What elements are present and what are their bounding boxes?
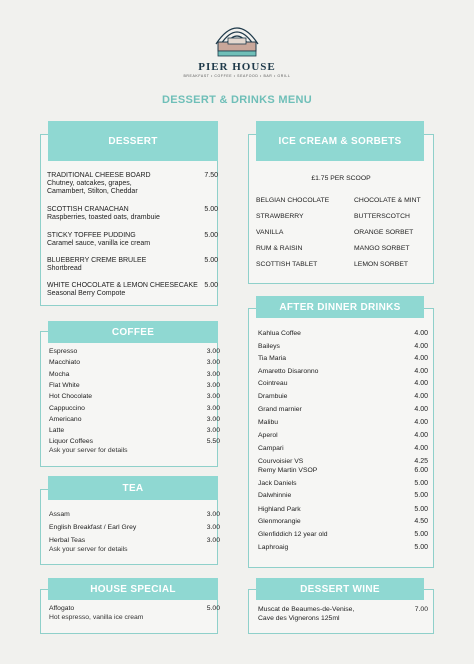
after-dinner-item-name: Glenfiddich 12 year old: [258, 531, 328, 538]
dessert-item-name: SCOTTISH CRANACHAN: [47, 206, 129, 213]
after-dinner-item-price: 6.00: [414, 467, 428, 474]
tea-item-price: 3.00: [206, 511, 220, 518]
coffee-item-price: 3.00: [206, 415, 220, 423]
coffee-item-name: Hot Chocolate: [49, 393, 93, 401]
after-dinner-item-name: Campari: [258, 445, 284, 452]
dessert-item-name: BLUEBERRY CREME BRULEE: [47, 257, 147, 264]
coffee-item-price: 3.00: [206, 381, 220, 389]
after-dinner-item-price: 5.00: [414, 531, 428, 538]
coffee-item-price: 3.00: [206, 359, 220, 367]
dessert-item-name: STICKY TOFFEE PUDDING: [47, 232, 136, 239]
after-dinner-item-name: Cointreau: [258, 380, 288, 387]
dessert-item-desc: Shortbread: [47, 265, 82, 272]
coffee-item-price: 5.50: [206, 438, 220, 446]
coffee-item-desc: Ask your server for details: [49, 447, 128, 455]
dessert-heading: DESSERT: [48, 121, 218, 161]
coffee-item-name: Mocha: [49, 370, 70, 378]
ice-cream-price-note: £1.75 PER SCOOP: [311, 175, 371, 182]
after-dinner-item-name: Malibu: [258, 419, 279, 426]
after-dinner-item-name: Highland Park: [258, 506, 301, 513]
coffee-item-name: Liquor Coffees: [49, 438, 94, 446]
dessert_wine-item-price: 7.00: [414, 606, 428, 613]
page-title: DESSERT & DRINKS MENU: [162, 94, 312, 106]
ice-cream-flavour: SCOTTISH TABLET: [256, 261, 318, 268]
after-dinner-item-price: 4.00: [414, 445, 428, 452]
coffee-item-price: 3.00: [206, 348, 220, 355]
after-dinner-item-name: Kahlua Coffee: [258, 330, 301, 337]
after-dinner-item-price: 4.00: [414, 432, 428, 439]
tea-item-price: 3.00: [206, 537, 220, 544]
coffee-item-price: 3.00: [206, 404, 220, 412]
tea-item-name: Herbal Teas: [49, 537, 86, 544]
after-dinner-item-price: 4.00: [414, 330, 428, 337]
coffee-heading: COFFEE: [48, 321, 218, 343]
ice-cream-flavour: RUM & RAISIN: [256, 245, 303, 252]
after-dinner-item-price: 4.00: [414, 419, 428, 426]
after-dinner-item-price: 4.00: [414, 355, 428, 362]
tea-item-name: English Breakfast / Earl Grey: [49, 524, 137, 531]
dessert-item-price: 7.50: [204, 172, 218, 179]
dessert-item-desc: Raspberries, toasted oats, drambuie: [47, 214, 160, 221]
after-dinner-item-name: Grand marnier: [258, 406, 302, 413]
after-dinner-item-price: 4.00: [414, 406, 428, 413]
dessert-item-name: TRADITIONAL CHEESE BOARD: [47, 172, 151, 179]
house_special-item-price: 5.00: [206, 605, 220, 612]
coffee-item-price: 3.00: [206, 370, 220, 378]
after-dinner-item-price: 4.00: [414, 380, 428, 387]
ice-cream-flavour: ORANGE SORBET: [354, 229, 414, 236]
dessert-item-name: WHITE CHOCOLATE & LEMON CHEESECAKE: [47, 282, 198, 289]
dessert-item-price: 5.00: [204, 257, 218, 264]
after-dinner-item-price: 5.00: [414, 480, 428, 487]
ice-cream-flavour: BELGIAN CHOCOLATE: [256, 197, 330, 204]
after-dinner-item-name: Baileys: [258, 343, 280, 350]
tea-item-name: Assam: [49, 511, 70, 518]
brand-logo: [0, 18, 474, 78]
ice-cream-flavour: CHOCOLATE & MINT: [354, 197, 421, 204]
after-dinner-item-name: Remy Martin VSOP: [258, 467, 318, 474]
coffee-item-name: Espresso: [49, 348, 78, 355]
dessert-item-price: 5.00: [204, 282, 218, 289]
tea-item-price: 3.00: [206, 524, 220, 531]
after-dinner-item-price: 4.00: [414, 368, 428, 375]
dessert-item-price: 5.00: [204, 232, 218, 239]
brand-tagline: BREAKFAST • COFFEE • SEAFOOD • BAR • GRILL: [183, 74, 291, 78]
after-dinner-item-price: 4.50: [414, 518, 428, 525]
coffee-item-name: Macchiato: [49, 359, 80, 367]
dessert-item-price: 5.00: [204, 206, 218, 213]
after-dinner-item-price: 4.00: [414, 393, 428, 400]
after-dinner-item-name: Aperol: [258, 432, 278, 439]
shell-logo-icon: [210, 18, 264, 60]
house_special-item-name: Affogato: [49, 605, 75, 612]
ice-cream-flavour: STRAWBERRY: [256, 213, 304, 220]
coffee-item-price: 3.00: [206, 427, 220, 435]
after-dinner-heading: AFTER DINNER DRINKS: [256, 296, 424, 318]
dessert-item-desc: Seasonal Berry Compote: [47, 290, 126, 297]
after-dinner-item-name: Amaretto Disaronno: [258, 368, 319, 375]
after-dinner-item-price: 4.25: [414, 458, 428, 465]
dessert_wine-item-name: Muscat de Beaumes-de-Venise,: [258, 606, 355, 613]
tea-heading: TEA: [48, 476, 218, 500]
brand-name: PIER HOUSE: [198, 61, 276, 73]
after-dinner-item-name: Laphroaig: [258, 544, 289, 551]
after-dinner-item-name: Courvoisier VS: [258, 458, 304, 465]
ice-cream-heading: ICE CREAM & SORBETS: [256, 121, 424, 161]
after-dinner-item-name: Glenmorangie: [258, 518, 301, 525]
after-dinner-item-name: Jack Daniels: [258, 480, 297, 487]
ice-cream-flavour: BUTTERSCOTCH: [354, 213, 410, 220]
dessert_wine-item-name2: Cave des Vignerons 125ml: [258, 615, 340, 622]
after-dinner-item-price: 5.00: [414, 506, 428, 513]
coffee-item-name: Flat White: [49, 381, 80, 389]
after-dinner-item-name: Drambuie: [258, 393, 288, 400]
coffee-item-name: Americano: [49, 415, 82, 423]
coffee-item-price: 3.00: [206, 393, 220, 401]
tea-item-desc: Ask your server for details: [49, 546, 128, 553]
dessert-item-desc: Chutney, oatcakes, grapes, Camambert, Stilton, Cheddar: [47, 180, 138, 195]
ice-cream-flavour: LEMON SORBET: [354, 261, 409, 268]
after-dinner-item-name: Dalwhinnie: [258, 492, 292, 499]
coffee-item-name: Latte: [49, 427, 65, 435]
coffee-item-name: Cappuccino: [49, 404, 85, 412]
ice-cream-flavour: VANILLA: [256, 229, 284, 236]
dessert-item-desc: Caramel sauce, vanilla ice cream: [47, 240, 151, 247]
house_special-item-desc: Hot espresso, vanilla ice cream: [49, 614, 144, 621]
dessert-wine-heading: DESSERT WINE: [256, 578, 424, 600]
after-dinner-item-price: 5.00: [414, 492, 428, 499]
after-dinner-item-price: 4.00: [414, 343, 428, 350]
after-dinner-item-name: Tia Maria: [258, 355, 287, 362]
ice-cream-flavour: MANGO SORBET: [354, 245, 410, 252]
house-special-heading: HOUSE SPECIAL: [48, 578, 218, 600]
after-dinner-item-price: 5.00: [414, 544, 428, 551]
